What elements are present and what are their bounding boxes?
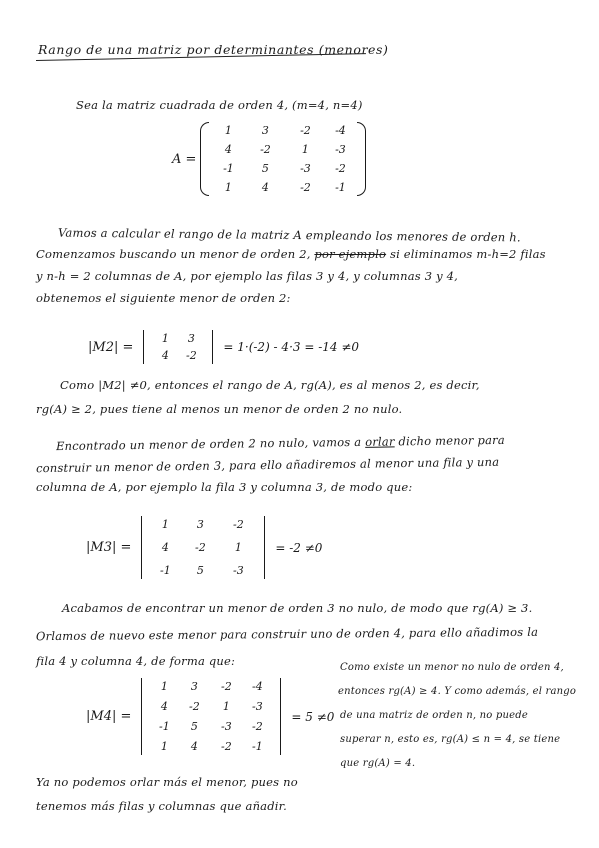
right-bar: [212, 330, 213, 364]
left-paren: [200, 122, 209, 196]
m4-cell: -2: [221, 680, 232, 693]
m2-label: |M2| =: [88, 339, 134, 355]
m3-grid: [148, 516, 258, 579]
m4-cell: 1: [222, 700, 230, 713]
matrix-a-cell: -2: [300, 124, 311, 137]
matrix-a-label: A =: [172, 151, 197, 167]
p1-line-3: y n-h = 2 columnas de A, por ejemplo las filas 3 y 4, y columnas 3 y 4,: [36, 269, 459, 283]
m4-cell: -1: [252, 740, 263, 753]
p1-line-4: obtenemos el siguiente menor de orden 2:: [36, 291, 291, 305]
matrix-a-cell: -2: [335, 162, 346, 175]
m3-cell: -2: [195, 541, 206, 554]
m4-cell: -3: [221, 720, 232, 733]
p1-line-2: [36, 247, 546, 261]
p1-line-1: Vamos a calcular el rango de la matriz A empleando los menores de orden h.: [57, 225, 521, 245]
matrix-a-cell: -2: [260, 143, 271, 156]
m4-grid: [148, 678, 274, 755]
m4-cell: -2: [189, 700, 200, 713]
side-note-line-5: que rg(A) = 4.: [340, 758, 416, 769]
m2-result: = 1·(-2) - 4·3 = -14 ≠0: [223, 340, 360, 354]
m3-result: = -2 ≠0: [275, 540, 323, 555]
m4-cell: -3: [252, 700, 263, 713]
matrix-a-cell: 1: [224, 124, 232, 137]
p3-orlar: orlar: [365, 434, 395, 449]
m3-cell: -3: [233, 564, 244, 577]
p3-line-2: construir un menor de orden 3, para ello añadiremos al menor una fila y una: [35, 454, 500, 476]
m4-cell: 3: [190, 680, 198, 693]
m4-result: = 5 ≠0: [291, 709, 335, 724]
m3-cell: -1: [160, 564, 171, 577]
matrix-a-cell: -3: [300, 162, 311, 175]
m4-cell: 1: [160, 740, 168, 753]
side-note-line-4: superar n, esto es, rg(A) ≤ n = 4, se tiene: [340, 734, 561, 745]
p1-line-2-struck: por ejemplo: [314, 247, 387, 261]
p3-line-3: columna de A, por ejemplo la fila 3 y columna 3, de modo que:: [36, 480, 413, 494]
matrix-a-cell: 5: [261, 162, 269, 175]
m3-cell: 4: [161, 541, 169, 554]
p4-line-3: fila 4 y columna 4, de forma que:: [36, 654, 236, 668]
p1-line-2c: si eliminamos m-h=2 filas: [386, 247, 546, 261]
m2-cell: -2: [186, 349, 197, 362]
right-bar: [280, 678, 281, 755]
p3-line-1c: dicho menor para: [394, 432, 505, 449]
matrix-a-cell: 1: [224, 181, 232, 194]
p3-line-1: [56, 433, 505, 453]
right-bar: [264, 516, 265, 579]
matrix-a-grid: [209, 122, 357, 196]
m2-grid: [150, 330, 206, 364]
side-note-line-3: de una matriz de orden n, no puede: [340, 710, 528, 721]
matrix-a-cell: -4: [335, 124, 346, 137]
side-note-line-1: Como existe un menor no nulo de orden 4,: [340, 662, 564, 673]
m4-cell: 5: [190, 720, 198, 733]
left-bar: [143, 330, 144, 364]
matrix-a-cell: -1: [335, 181, 346, 194]
minor-m2: [88, 330, 359, 364]
left-bar: [141, 516, 142, 579]
p1-line-2a: Comenzamos buscando un menor de orden 2,: [36, 247, 315, 261]
m3-cell: 3: [196, 518, 204, 531]
closing-line-2: tenemos más filas y columnas que añadir.: [36, 799, 287, 813]
m2-cell: 3: [187, 332, 195, 345]
p2-line-2: rg(A) ≥ 2, pues tiene al menos un menor de orden 2 no nulo.: [36, 402, 403, 416]
left-bar: [141, 678, 142, 755]
m4-cell: 1: [160, 680, 168, 693]
p4-line-2: Orlamos de nuevo este menor para construir uno de orden 4, para ello añadimos la: [35, 624, 539, 644]
m4-cell: -2: [221, 740, 232, 753]
m3-label: |M3| =: [86, 540, 132, 555]
matrix-a-cell: -3: [335, 143, 346, 156]
matrix-a-cell: 4: [224, 143, 232, 156]
matrix-a-cell: -1: [223, 162, 234, 175]
matrix-a-cell: -2: [300, 181, 311, 194]
intro-text: Sea la matriz cuadrada de orden 4, (m=4, n=4): [76, 98, 363, 112]
m3-cell: 5: [196, 564, 204, 577]
page-title: Rango de una matriz por determinantes (menores): [38, 42, 389, 57]
m4-cell: -4: [252, 680, 263, 693]
m2-cell: 1: [161, 332, 169, 345]
right-paren: [357, 122, 366, 196]
p2-line-1: Como |M2| ≠0, entonces el rango de A, rg(A), es al menos 2, es decir,: [60, 378, 480, 392]
m4-label: |M4| =: [86, 709, 132, 724]
matrix-a: [172, 122, 366, 196]
m3-cell: 1: [161, 518, 169, 531]
m4-cell: -2: [252, 720, 263, 733]
p3-line-1a: Encontrado un menor de orden 2 no nulo, vamos a: [55, 434, 366, 454]
m4-cell: -1: [159, 720, 170, 733]
m4-cell: 4: [190, 740, 198, 753]
minor-m3: [86, 516, 322, 579]
m2-cell: 4: [161, 349, 169, 362]
minor-m4: [86, 678, 334, 755]
closing-line-1: Ya no podemos orlar más el menor, pues no: [36, 775, 298, 789]
p4-line-1: Acabamos de encontrar un menor de orden 3 no nulo, de modo que rg(A) ≥ 3.: [62, 601, 533, 615]
matrix-a-cell: 1: [301, 143, 309, 156]
side-note-line-2: entonces rg(A) ≥ 4. Y como además, el rango: [338, 686, 577, 697]
m3-cell: -2: [233, 518, 244, 531]
m3-cell: 1: [234, 541, 242, 554]
matrix-a-cell: 3: [261, 124, 269, 137]
m4-cell: 4: [160, 700, 168, 713]
matrix-a-cell: 4: [261, 181, 269, 194]
